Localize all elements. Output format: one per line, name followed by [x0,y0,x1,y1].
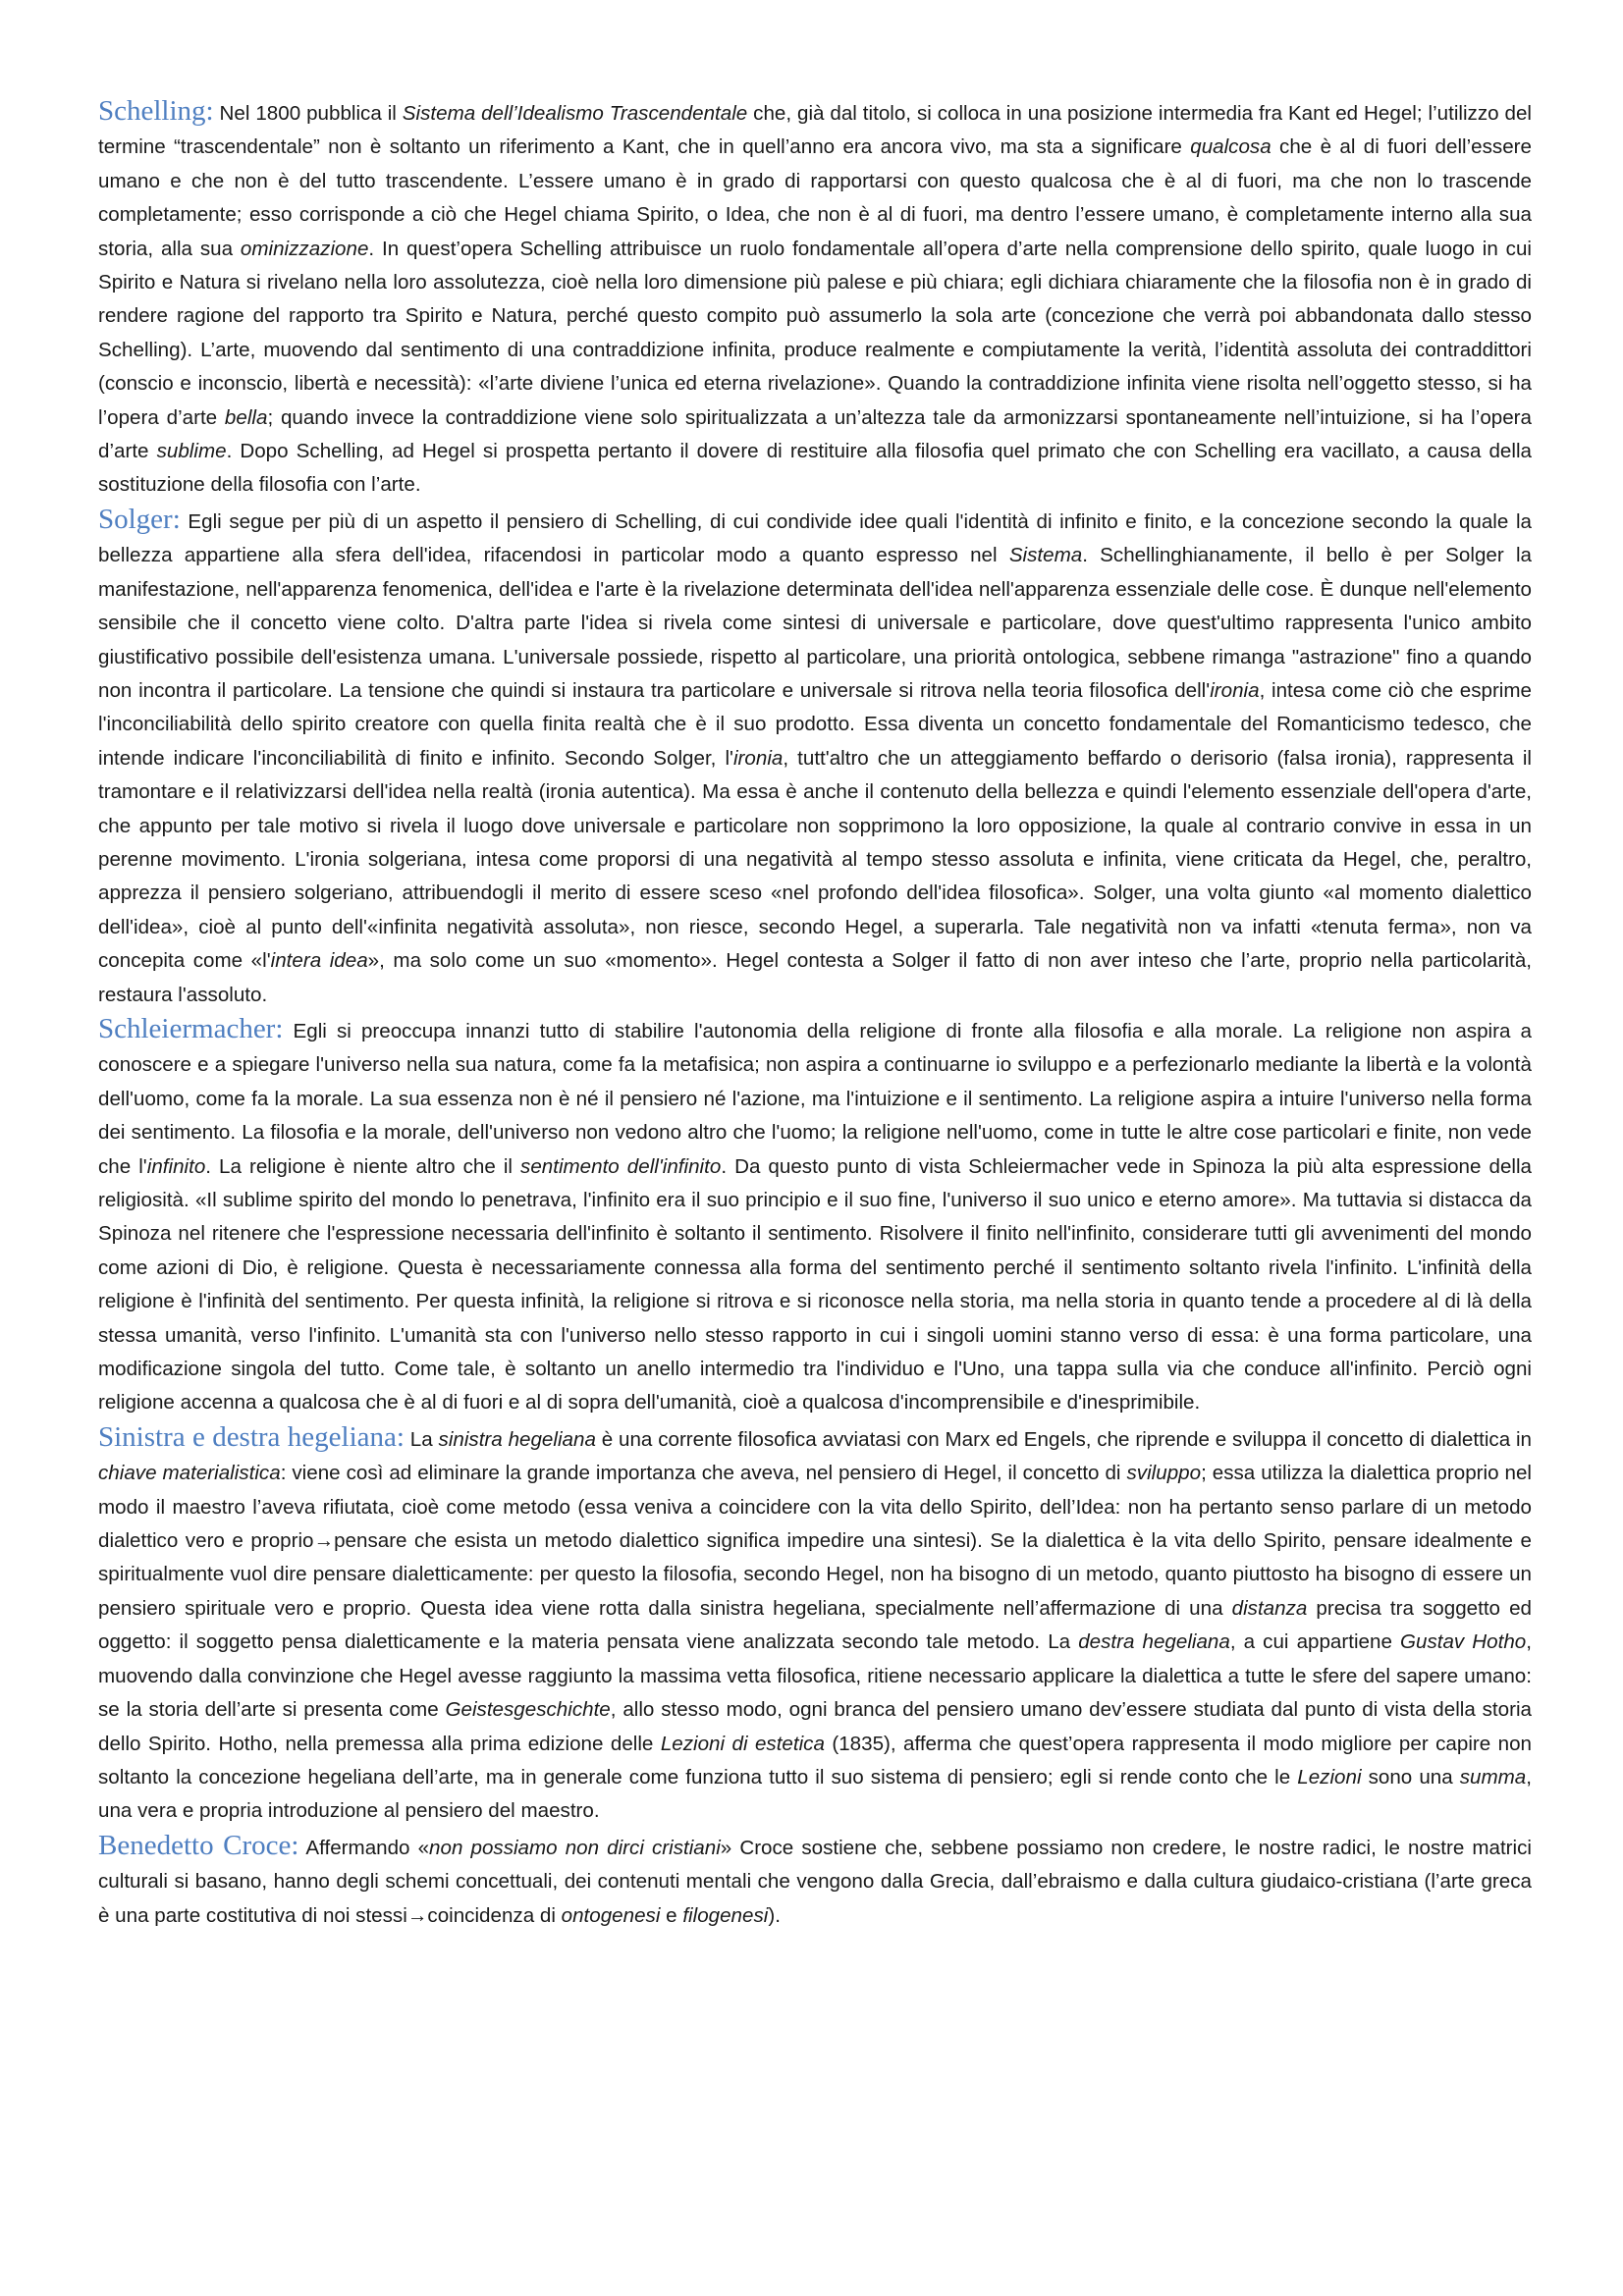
body-text: Egli segue per più di un aspetto il pensiero di Schelling, di cui condivide idee quali l'identità di infinito e finito, e la concezione secondo la quale la bellezza appartiene alla sfera dell'idea, rifacendosi in particolar modo a quanto espresso nel [98,509,1532,567]
italic-text: intera idea [270,949,368,973]
body-text: . La religione è niente altro che il [205,1154,521,1178]
body-text: . Dopo Schelling, ad Hegel si prospetta pertanto il dovere di restituire alla filosofia quel primato che con Schelling era vacillato, a causa della sostituzione della filosofia con l’arte. [98,440,1532,497]
italic-text: sviluppo [1126,1462,1202,1485]
body-text: Egli si preoccupa innanzi tutto di stabilire l'autonomia della religione di fronte alla filosofia e alla morale. La religione non aspira a conoscere e a spiegare l'universo nella sua natura, come fa la metafisica; non aspira a continuarne io sviluppo e a perfezionarlo mediante la libertà e la volontà dell'uomo, come fa la morale. La sua essenza non è né il pensiero né l'azione, ma l'intuizione e il sentimento. La religione aspira a intuire l'universo nella forma dei sentimento. La filosofia e la morale, dell'universo non vedono altro che l'uomo; la religione nell'uomo, come in tutte le altre cose particolari e finite, non vede che l' [98,1019,1532,1178]
body-text: sono una [1361,1765,1460,1789]
body-text: » Croce sostiene che, sebbene possiamo non credere, le nostre radici, le nostre matrici culturali si basano, hanno degli schemi concettuali, dei contenuti mentali che vengono dalla Grecia, dall’ebraismo e dalla cultura giudaico-cristiana (l’arte greca è una parte costitutiva di noi stessi→coincidenza di [98,1836,1532,1927]
section-schleiermacher [98,1012,1532,1420]
body-text: , tutt'altro che un atteggiamento beffardo o derisorio (falsa ironia), rappresenta il tramontare e il relativizzarsi dell'idea nella realtà (ironia autentica). Ma essa è anche il contenuto della bellezza e quindi l'elemento essenziale dell'opera d'arte, che appunto per tale motivo si rivela il luogo dove universale e particolare non sopprimono la loro opposizione, la quale al contrario convive in essa in un perenne movimento. L'ironia solgeriana, intesa come proporsi di una negatività al tempo stesso assoluta e infinita, viene criticata da Hegel, che, peraltro, apprezza il pensiero solgeriano, attribuendogli il merito di essere sceso «nel profondo dell'idea filosofica». Solger, una volta giunto «al momento dialettico dell'idea», cioè al punto dell'«infinita negatività assoluta», non riesce, secondo Hegel, a superarla. Tale negatività non va infatti «tenuta ferma», non va concepita come «l' [98,746,1533,973]
italic-text: ironia [732,746,784,770]
italic-text: chiave materialistica [98,1462,281,1485]
italic-text: ironia [1210,678,1260,702]
italic-text: Gustav Hotho [1399,1630,1527,1654]
section-body [98,510,1532,1006]
section-heading: Schelling: [98,95,214,127]
section-sinistra-destra-hegeliana [98,1420,1532,1829]
section-benedetto-croce [98,1829,1532,1933]
italic-text: infinito [146,1154,206,1178]
italic-text: sentimento dell'infinito [520,1154,722,1178]
section-body [98,1428,1532,1822]
italic-text: qualcosa [1190,135,1271,159]
body-text: , muovendo dalla convinzione che Hegel avesse raggiunto la massima vetta filosofica, ritiene necessario applicare la dialettica a tutte le sfere del sapere umano: se la storia dell’arte si presenta come [98,1630,1532,1722]
body-text: che, già dal titolo, si colloca in una posizione intermedia fra Kant ed Hegel; l’utilizzo del termine “trascendentale” non è soltanto un riferimento a Kant, che in quell’anno era ancora vivo, ma sta a significare [98,102,1533,159]
italic-text: summa [1459,1765,1527,1789]
section-body [98,1837,1532,1927]
italic-text: distanza [1231,1596,1308,1620]
section-paragraph [98,503,1532,1012]
section-paragraph [98,1829,1532,1933]
body-text: », ma solo come un suo «momento». Hegel contesta a Solger il fatto di non aver inteso che l’arte, proprio nella particolarità, restaura l'assoluto. [98,949,1532,1006]
italic-text: Lezioni [1297,1765,1362,1789]
section-body [98,1020,1532,1414]
body-text: , a cui appartiene [1229,1630,1400,1654]
body-text: . Da questo punto di vista Schleiermacher vede in Spinoza la più alta espressione della religiosità. «Il sublime spirito del mondo lo penetrava, l'infinito era il suo principio e il suo fine, l'universo il suo unico e eterno amore». Ma tuttavia si distacca da Spinoza nel ritenere che l'espressione necessaria dell'infinito è soltanto il sentimento. Risolvere il finito nell'infinito, considerare tutti gli avvenimenti del mondo come azioni di Dio, è religione. Questa è necessariamente connessa alla forma del sentimento perché il sentimento soltanto rivela l'infinito. L'infinità della religione è l'infinità del sentimento. Per questa infinità, la religione si ritrova e si riconosce nella storia, ma nella storia in quanto tende a procedere al di là della stessa umanità, verso l'infinito. L'umanità sta con l'universo nello stesso rapporto in cui i singoli uomini stanno verso di essa: è una forma particolare, una modificazione singola del tutto. Come tale, è soltanto un anello intermedio tra l'individuo e l'Uno, una tappa sulla via che conduce all'infinito. Perciò ogni religione accenna a qualcosa che è al di fuori e al di sopra dell'umanità, cioè a qualcosa d'incomprensibile e d'inesprimibile. [98,1154,1533,1415]
body-text: La [404,1427,439,1451]
body-text: . Schellinghianamente, il bello è per Solger la manifestazione, nell'apparenza fenomenica, dell'idea e l'arte è la rivelazione determinata dell'idea nell'apparenza essenziale delle cose. È dunque nell'elemento sensibile che il concetto viene colto. D'altra parte l'idea si rivela come sintesi di universale e particolare, dove quest'ultimo rappresenta l'unico ambito giustificativo possibile dell'esistenza umana. L'universale possiede, rispetto al particolare, una priorità ontologica, sebbene rimanga "astrazione" fino a quando non incontra il particolare. La tensione che quindi si instaura tra particolare e universale si ritrova nella teoria filosofica dell' [98,544,1532,702]
body-text: : viene così ad eliminare la grande importanza che aveva, nel pensiero di Hegel, il concetto di [280,1462,1127,1485]
document-page [98,94,1532,1933]
section-schelling [98,94,1532,503]
italic-text: ontogenesi [561,1903,661,1927]
body-text: ). [768,1903,781,1927]
italic-text: Sistema dell’Idealismo Trascendentale [402,102,748,125]
section-paragraph [98,94,1532,503]
section-paragraph [98,1012,1532,1420]
body-text: , intesa come ciò che esprime l'inconciliabilità dello spirito creatore con quella finita realtà che è il suo prodotto. Essa diventa un concetto fondamentale del Romanticismo tedesco, che intende indicare l'inconciliabilità di finito e infinito. Secondo Solger, l' [98,678,1532,770]
italic-text: non possiamo non dirci cristiani [429,1836,721,1859]
italic-text: Sistema [1008,544,1083,567]
section-heading: Benedetto Croce: [98,1829,299,1861]
body-text: Affermando « [298,1836,430,1859]
body-text: (1835), afferma che quest’opera rappresenta il modo migliore per capire non soltanto la concezione hegeliana dell’arte, ma in generale come funziona tutto il suo sistema di pensiero; egli si rende conto che le [98,1732,1532,1789]
body-text: ; essa utilizza la dialettica proprio nel modo il maestro l’aveva rifiutata, cioè come metodo (essa veniva a coincidere con la vita dello Spirito, dell’Idea: non ha pertanto senso parlare di un metodo dialettico vero e proprio→pensare che esista un metodo dialettico significa impedire una sintesi). Se la dialettica è la vita dello Spirito, pensare idealmente e spiritualmente vuol dire pensare dialetticamente: per questo la filosofia, secondo Hegel, non ha bisogno di un metodo, quanto piuttosto ha bisogno di essere un pensiero spirituale vero e proprio. Questa idea viene rotta dalla sinistra hegeliana, specialmente nell’affermazione di una [98,1462,1533,1620]
italic-text: bella [224,405,268,429]
section-body [98,102,1532,496]
italic-text: Lezioni di estetica [660,1732,825,1755]
body-text: ; quando invece la contraddizione viene solo spiritualizzata a un’altezza tale da armonizzarsi spontaneamente nell’intuizione, si ha l’opera d’arte [98,405,1532,463]
italic-text: Geistesgeschichte [445,1698,611,1722]
italic-text: sinistra hegeliana [438,1427,596,1451]
body-text: che è al di fuori dell’essere umano e che non è del tutto trascendente. L’essere umano è in grado di rapportarsi con questo qualcosa che è al di fuori, ma che non lo trascende completamente; esso corrisponde a ciò che Hegel chiama Spirito, o Idea, che non è al di fuori, ma dentro l’essere umano, è completamente interno alla sua storia, alla sua [98,135,1532,260]
section-heading: Solger: [98,503,181,535]
section-solger [98,503,1532,1012]
body-text: , allo stesso modo, ogni branca del pensiero umano dev’essere studiata dal punto di vista della storia dello Spirito. Hotho, nella premessa alla prima edizione delle [98,1698,1532,1755]
italic-text: sublime [156,440,227,463]
body-text: Nel 1800 pubblica il [213,102,403,125]
body-text: e [660,1903,683,1927]
italic-text: filogenesi [682,1903,769,1927]
italic-text: ominizzazione [240,237,369,260]
body-text: , una vera e propria introduzione al pensiero del maestro. [98,1765,1532,1823]
section-heading: Sinistra e destra hegeliana: [98,1420,405,1453]
body-text: precisa tra soggetto ed oggetto: il soggetto pensa dialetticamente e la materia pensata viene analizzata secondo tale metodo. La [98,1596,1532,1654]
body-text: . In quest’opera Schelling attribuisce un ruolo fondamentale all’opera d’arte nella comprensione dello spirito, quale luogo in cui Spirito e Natura si rivelano nella loro assolutezza, cioè nella loro dimensione più palese e più chiara; egli dichiara chiaramente che la filosofia non è in grado di rendere ragione del rapporto tra Spirito e Natura, perché questo compito può assumerlo la sola arte (concezione che verrà poi abbandonata dallo stesso Schelling). L’arte, muovendo dal sentimento di una contraddizione infinita, produce realmente e compiutamente la verità, l’identità assoluta dei contraddittori (conscio e inconscio, libertà e necessità): «l’arte diviene l’unica ed eterna rivelazione». Quando la contraddizione infinita viene risolta nell’oggetto stesso, si ha l’opera d’arte [98,237,1532,429]
italic-text: destra hegeliana [1078,1630,1230,1654]
section-paragraph [98,1420,1532,1829]
section-heading: Schleiermacher: [98,1012,284,1044]
body-text: è una corrente filosofica avviatasi con Marx ed Engels, che riprende e sviluppa il concetto di dialettica in [595,1427,1533,1451]
